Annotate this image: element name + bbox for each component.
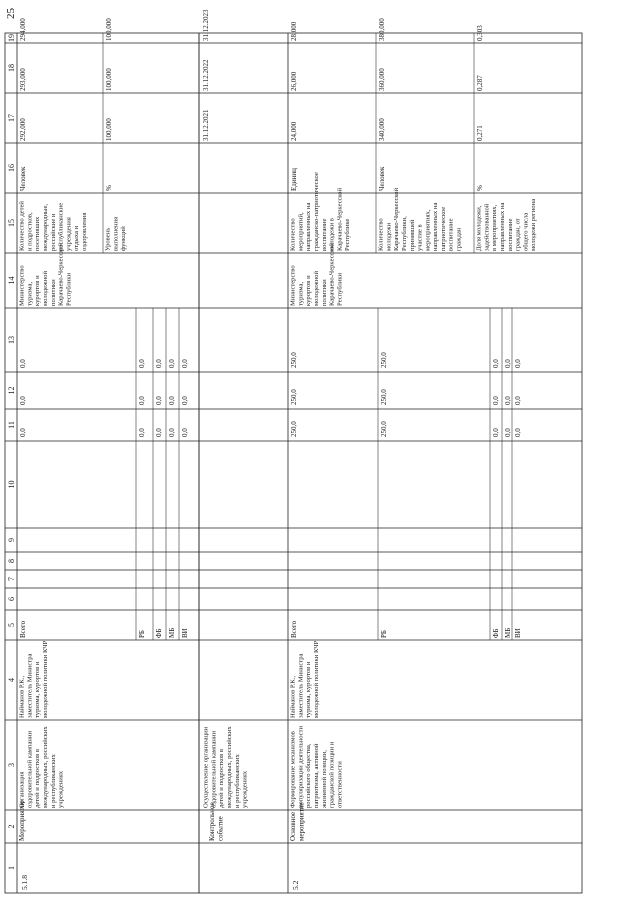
funding-value-col12: 250,0 — [380, 389, 388, 405]
control-date-2023: 31.12.2023 — [202, 9, 210, 41]
indicator-value-2023: 100,000 — [105, 18, 113, 41]
funding-value-col13: 0,0 — [138, 359, 146, 368]
funding-value-col13: 0,0 — [181, 359, 189, 368]
indicator-value-2022: 0,287 — [476, 75, 484, 91]
funding-value-col12: 0,0 — [514, 396, 522, 405]
indicator-value-2021: 0,271 — [476, 125, 484, 141]
funding-source: РБ — [138, 630, 146, 638]
funding-value-col12: 0,0 — [492, 396, 500, 405]
indicator-value-2023: 294,000 — [19, 18, 27, 41]
funding-value-col11: 0,0 — [138, 428, 146, 437]
control-event-name: Осуществление организацииоздоровительной кампаниидетей и подростков вмеждународных, российскихи республиканскихучреждениях — [202, 726, 249, 808]
funding-value-col13: 0,0 — [155, 359, 163, 368]
column-number: 16 — [7, 164, 16, 172]
funding-source: МБ — [168, 627, 176, 638]
control-event-type: Контрольноесобытие — [208, 802, 225, 841]
funding-value-col11: 0,0 — [168, 428, 176, 437]
funding-value-col13: 0,0 — [504, 359, 512, 368]
column-number: 6 — [7, 597, 16, 601]
funding-value-col13: 0,0 — [492, 359, 500, 368]
column-number: 18 — [7, 64, 16, 72]
funding-value-col12: 0,0 — [19, 396, 27, 405]
funding-value-col12: 250,0 — [290, 389, 298, 405]
funding-value-col11: 250,0 — [380, 421, 388, 437]
column-number: 5 — [7, 623, 16, 627]
funding-value-col12: 0,0 — [138, 396, 146, 405]
column-number: 3 — [7, 763, 16, 767]
indicator-value-2022: 360,000 — [378, 68, 386, 91]
funding-value-col12: 0,0 — [155, 396, 163, 405]
funding-source: ВИ — [514, 628, 522, 638]
indicator-value-2023: 28,000 — [290, 21, 298, 41]
funding-source: ФБ — [492, 628, 500, 638]
funding-source: Всего — [290, 620, 298, 638]
indicator-unit: Человек — [378, 166, 386, 191]
indicator-name: Количествомероприятий,направленных награжданско-патриотическоевоспитаниемолодежи вКарачаево-ЧеркесскойРеспублике — [289, 172, 352, 251]
activity-code: 5.2 — [291, 880, 300, 890]
funding-source: ВИ — [181, 628, 189, 638]
column-number: 12 — [7, 386, 16, 395]
activity-name: Организацияоздоровительной кампаниидетей и подростков вмеждународных, российскихи республиканскихучреждениях — [18, 726, 65, 808]
funding-value-col12: 0,0 — [181, 396, 189, 405]
indicator-name: Количество детейи подростков,посетившихмеждународные,российские иреспубликанскиеучрежденияотдыха иоздоровления — [18, 201, 88, 251]
column-number: 2 — [7, 824, 16, 829]
indicator-name: Доля молодежи,задействованнойв мероприятиях,направленных навоспитаниеграждан, отобщего числамолодежи региона — [475, 198, 538, 251]
funding-value-col13: 0,0 — [19, 359, 27, 368]
funding-value-col11: 0,0 — [19, 428, 27, 437]
indicator-value-2023: 0,303 — [476, 25, 484, 41]
indicator-value-2021: 24,000 — [290, 121, 298, 141]
funding-value-col11: 0,0 — [514, 428, 522, 437]
funding-value-col12: 0,0 — [168, 396, 176, 405]
indicator-unit: % — [476, 185, 484, 191]
responsible-person: Найманов Р.К.,заместитель Министратуризма, курортов имолодежной политики КЧР — [18, 640, 49, 718]
indicator-unit: % — [105, 185, 113, 191]
executor: Министерствотуризма,курортов имолодежнойполитикиКарачаево-ЧеркесскойРеспублики — [18, 242, 73, 306]
column-number: 13 — [7, 336, 16, 344]
indicator-value-2022: 26,000 — [290, 71, 298, 91]
indicator-name: Уровеньвыполненияфункций — [104, 216, 128, 251]
indicator-unit: Единиц — [290, 168, 298, 191]
funding-value-col11: 0,0 — [155, 428, 163, 437]
executor: Министерствотуризма,курортов имолодежнойполитикиКарачаево-ЧеркесскойРеспублики — [289, 242, 344, 306]
funding-value-col11: 0,0 — [492, 428, 500, 437]
funding-value-col13: 250,0 — [290, 352, 298, 368]
column-number: 19 — [7, 34, 16, 42]
column-number: 9 — [7, 538, 16, 542]
column-number: 11 — [7, 421, 16, 429]
funding-value-col13: 0,0 — [168, 359, 176, 368]
funding-source: Всего — [19, 620, 27, 638]
activity-type: Мероприятие — [18, 800, 26, 841]
indicator-unit: Человек — [19, 166, 27, 191]
activity-code: 5.1.8 — [20, 875, 29, 890]
control-date-2021: 31.12.2021 — [202, 109, 210, 141]
column-number: 4 — [7, 678, 16, 682]
indicator-value-2023: 380,000 — [378, 18, 386, 41]
funding-value-col13: 250,0 — [380, 352, 388, 368]
indicator-value-2022: 293,000 — [19, 68, 27, 91]
column-number: 15 — [7, 219, 16, 227]
column-number: 17 — [7, 114, 16, 122]
indicator-value-2021: 100,000 — [105, 118, 113, 141]
funding-value-col11: 0,0 — [504, 428, 512, 437]
column-number: 14 — [7, 276, 16, 285]
funding-value-col12: 0,0 — [504, 396, 512, 405]
activity-name: Формирование механизмовпопуляризации деятельностироссийского общества,патриотизма, активнойжизненной позиции,гражданской позиции иответственности — [289, 725, 344, 808]
funding-value-col11: 0,0 — [181, 428, 189, 437]
indicator-name: КоличествомолодежиКарачаево-ЧеркесскойРеспублики,принявшейучастие вмероприятиях,направленных напатриотическоевоспитаниеграждан — [377, 187, 463, 251]
column-number: 8 — [7, 559, 16, 563]
funding-value-col11: 250,0 — [290, 421, 298, 437]
indicator-value-2022: 100,000 — [105, 68, 113, 91]
funding-source: ФБ — [155, 628, 163, 638]
column-number: 1 — [7, 866, 16, 870]
funding-value-col13: 0,0 — [514, 359, 522, 368]
responsible-person: Найманов Р.К.,заместитель Министратуризма, курортов имолодежной политики КЧР — [289, 640, 320, 718]
activity-type: Основноемероприятие — [289, 802, 306, 841]
rotated-table — [5, 8, 582, 894]
control-date-2022: 31.12.2022 — [202, 59, 210, 91]
indicator-value-2021: 292,000 — [19, 118, 27, 141]
column-number: 7 — [7, 577, 16, 581]
column-number: 10 — [7, 480, 16, 489]
indicator-value-2021: 340,000 — [378, 118, 386, 141]
funding-source: РБ — [380, 630, 388, 638]
funding-source: МБ — [504, 627, 512, 638]
page-number: 25 — [5, 8, 17, 19]
